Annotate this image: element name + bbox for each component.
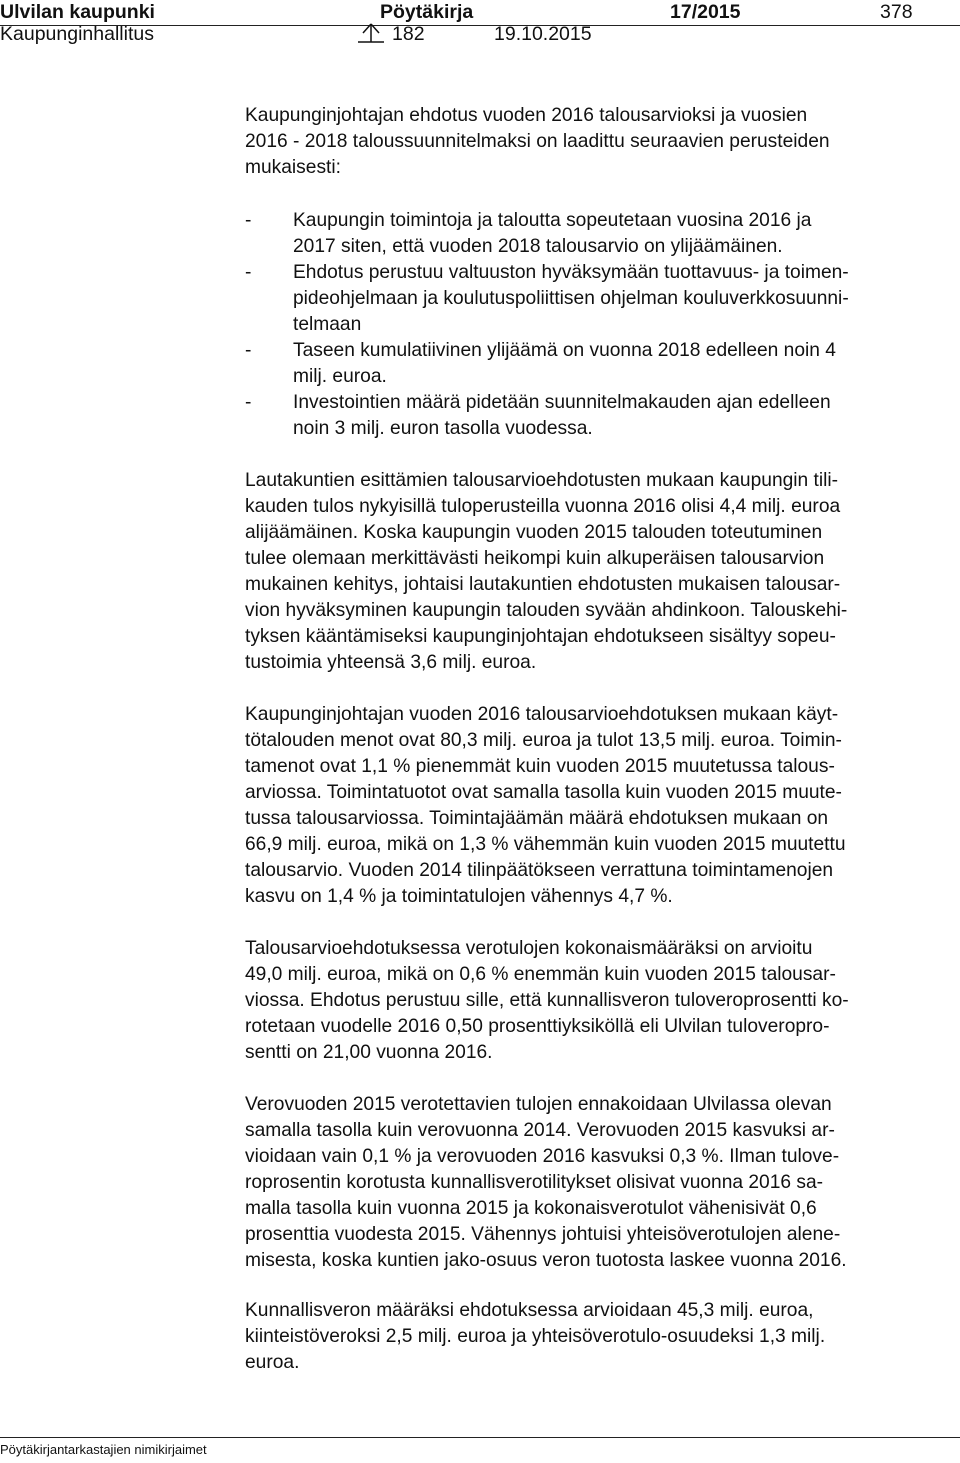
text-line: samalla tasolla kuin verovuonna 2014. Verovuoden 2015 kasvuksi ar- bbox=[245, 1120, 835, 1141]
text-line: tötalouden menot ovat 80,3 milj. euroa ja tulot 13,5 milj. euroa. Toimin- bbox=[245, 730, 842, 751]
text-line: vioidaan vain 0,1 % ja verovuoden 2016 kasvuksi 0,3 %. Ilman tulove- bbox=[245, 1146, 840, 1167]
text-line: Investointien määrä pidetään suunnitelmakauden ajan edelleen bbox=[293, 392, 831, 413]
footer-signature-label: Pöytäkirjantarkastajien nimikirjaimet bbox=[0, 1442, 207, 1457]
text-line: tamenot ovat 1,1 % pienemmät kuin vuoden 2015 muutetussa talous- bbox=[245, 756, 835, 777]
text-line: euroa. bbox=[245, 1352, 300, 1373]
text-line: milj. euroa. bbox=[293, 366, 387, 387]
text-line: Kunnallisveron määräksi ehdotuksessa arvioidaan 45,3 milj. euroa, bbox=[245, 1300, 814, 1321]
text-line: roprosentin korotusta kunnallisverotilitykset olisivat vuonna 2016 sa- bbox=[245, 1172, 824, 1193]
text-line: tulee olemaan merkittävästi heikompi kuin alkuperäisen talousarvion bbox=[245, 548, 825, 569]
text-line: talousarvio. Vuoden 2014 tilinpäätökseen verrattuna toimintamenojen bbox=[245, 860, 834, 881]
text-line: Talousarvioehdotuksessa verotulojen kokonaismääräksi on arvioitu bbox=[245, 938, 813, 959]
text-line: kasvu on 1,4 % ja toimintatulojen vähennys 4,7 %. bbox=[245, 886, 673, 907]
text-line: Kaupunginjohtajan ehdotus vuoden 2016 talousarvioksi ja vuosien bbox=[245, 105, 808, 126]
text-line: mukaisesti: bbox=[245, 157, 341, 178]
text-line: 2017 siten, että vuoden 2018 talousarvio on ylijäämäinen. bbox=[293, 236, 783, 257]
text-line: malla tasolla kuin vuonna 2015 ja kokonaisverotulot vähenisivät 0,6 bbox=[245, 1198, 817, 1219]
text-line: mukainen kehitys, johtaisi lautakuntien ehdotusten mukaisen talousar- bbox=[245, 574, 841, 595]
text-line: Verovuoden 2015 verotettavien tulojen ennakoidaan Ulvilassa olevan bbox=[245, 1094, 832, 1115]
text-line: telmaan bbox=[293, 314, 362, 335]
bullet-marker: - bbox=[245, 210, 252, 231]
text-line: kiinteistöveroksi 2,5 milj. euroa ja yhteisöverotulo-osuudeksi 1,3 milj. bbox=[245, 1326, 826, 1347]
text-line: tustoimia yhteensä 3,6 milj. euroa. bbox=[245, 652, 537, 673]
text-line: rotetaan vuodelle 2016 0,50 prosenttiyksiköllä eli Ulvilan tuloveropro- bbox=[245, 1016, 830, 1037]
meeting-date: 19.10.2015 bbox=[494, 23, 592, 45]
text-line: pideohjelmaan ja koulutuspoliittisen ohjelman kouluverkkosuunni- bbox=[293, 288, 849, 309]
bullet-marker: - bbox=[245, 392, 252, 413]
text-line: tyksen kääntämiseksi kaupunginjohtajan ehdotukseen sisältyy sopeu- bbox=[245, 626, 836, 647]
document-type: Pöytäkirja bbox=[380, 1, 474, 23]
text-line: Ehdotus perustuu valtuuston hyväksymään tuottavuus- ja toimen- bbox=[293, 262, 849, 283]
text-line: noin 3 milj. euron tasolla vuodessa. bbox=[293, 418, 593, 439]
text-line: viossa. Ehdotus perustuu sille, että kunnallisveron tuloveroprosentti ko- bbox=[245, 990, 849, 1011]
section-sign-icon bbox=[358, 20, 384, 44]
org-name: Ulvilan kaupunki bbox=[0, 1, 155, 23]
text-line: sentti on 21,00 vuonna 2016. bbox=[245, 1042, 493, 1063]
text-line: Kaupungin toimintoja ja taloutta sopeutetaan vuosina 2016 ja bbox=[293, 210, 812, 231]
text-line: 2016 - 2018 taloussuunnitelmaksi on laadittu seuraavien perusteiden bbox=[245, 131, 830, 152]
meeting-body: Kaupunginhallitus bbox=[0, 23, 154, 45]
bullet-marker: - bbox=[245, 262, 252, 283]
text-line: Lautakuntien esittämien talousarvioehdotusten mukaan kaupungin tili- bbox=[245, 470, 839, 491]
text-line: Taseen kumulatiivinen ylijäämä on vuonna 2018 edelleen noin 4 bbox=[293, 340, 836, 361]
text-line: kauden tulos nykyisillä tuloperusteilla vuonna 2016 olisi 4,4 milj. euroa bbox=[245, 496, 841, 517]
text-line: alijäämäinen. Koska kaupungin vuoden 2015 talouden toteutuminen bbox=[245, 522, 823, 543]
text-line: 66,9 milj. euroa, mikä on 1,3 % vähemmän kuin vuoden 2015 muutettu bbox=[245, 834, 846, 855]
section-number: 182 bbox=[392, 23, 425, 45]
text-line: misesta, koska kuntien jako-osuus veron tuotosta laskee vuonna 2016. bbox=[245, 1250, 847, 1271]
text-line: prosenttia vuodesta 2015. Vähennys johtuisi yhteisöverotulojen alene- bbox=[245, 1224, 841, 1245]
footer-divider bbox=[0, 1437, 960, 1438]
document-number: 17/2015 bbox=[670, 1, 741, 23]
bullet-marker: - bbox=[245, 340, 252, 361]
page-number: 378 bbox=[880, 1, 913, 23]
text-line: vion hyväksyminen kaupungin talouden syvään ahdinkoon. Talouskehi- bbox=[245, 600, 848, 621]
text-line: arviossa. Toimintatuotot ovat samalla tasolla kuin vuoden 2015 muute- bbox=[245, 782, 842, 803]
text-line: 49,0 milj. euroa, mikä on 0,6 % enemmän kuin vuoden 2015 talousar- bbox=[245, 964, 836, 985]
text-line: Kaupunginjohtajan vuoden 2016 talousarvioehdotuksen mukaan käyt- bbox=[245, 704, 839, 725]
text-line: tussa talousarviossa. Toimintajäämän määrä ehdotuksen mukaan on bbox=[245, 808, 829, 829]
